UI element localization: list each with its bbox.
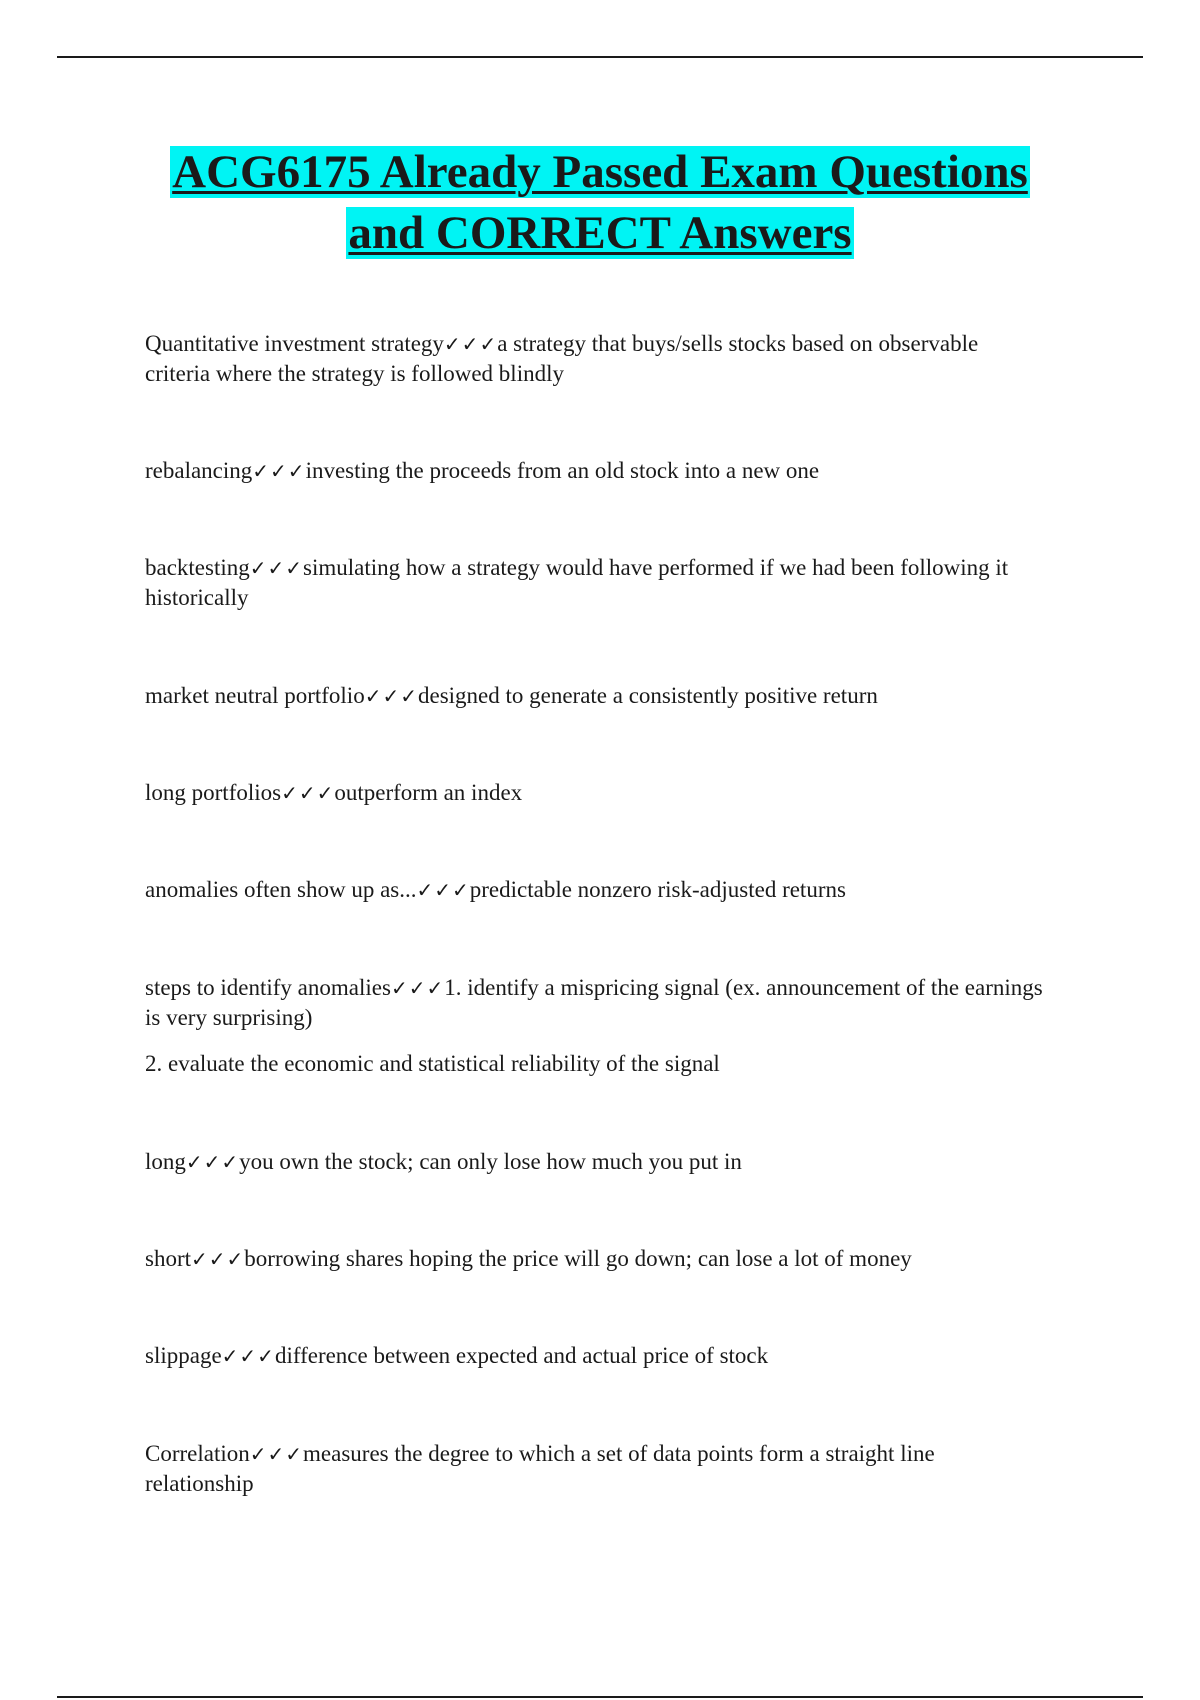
check-marks-icon: ✓✓✓ xyxy=(390,976,445,1000)
entry-rebalancing xyxy=(145,456,1045,486)
title-line-2: and CORRECT Answers xyxy=(348,207,852,259)
entry-term: slippage xyxy=(145,1343,222,1368)
entry-term: Correlation xyxy=(145,1441,250,1466)
entry-definition: difference between expected and actual price of stock xyxy=(274,1343,769,1368)
bottom-rule xyxy=(57,1696,1143,1698)
entry-short xyxy=(145,1244,1045,1274)
entry-term: long portfolios xyxy=(145,780,282,805)
check-marks-icon: ✓✓✓ xyxy=(364,684,418,708)
entry-correlation xyxy=(145,1439,1045,1499)
entry-term: steps to identify anomalies xyxy=(145,975,391,1000)
entry-slippage xyxy=(145,1341,1045,1371)
entry-definition: 1. identify a mispricing signal (ex. announcement of the earnings is very surprising) xyxy=(145,975,1043,1030)
entry-steps-to-identify-anomalies xyxy=(145,973,1045,1079)
check-marks-icon: ✓✓✓ xyxy=(443,332,498,356)
entry-definition: simulating how a strategy would have performed if we had been following it historically xyxy=(145,555,1009,610)
entry-definition: designed to generate a consistently positive return xyxy=(417,683,878,708)
check-marks-icon: ✓✓✓ xyxy=(191,1247,245,1271)
entry-long xyxy=(145,1147,1045,1177)
entry-term: backtesting xyxy=(145,555,250,580)
entry-term: long xyxy=(145,1149,186,1174)
entry-term: anomalies often show up as... xyxy=(145,877,417,902)
entry-market-neutral-portfolio xyxy=(145,681,1045,711)
check-marks-icon: ✓✓✓ xyxy=(252,459,306,483)
entry-long-portfolios xyxy=(145,778,1045,808)
check-marks-icon: ✓✓✓ xyxy=(185,1150,240,1174)
entry-term: market neutral portfolio xyxy=(145,683,365,708)
document-title xyxy=(130,142,1070,264)
check-marks-icon: ✓✓✓ xyxy=(281,781,335,805)
entry-definition-step-2: 2. evaluate the economic and statistical reliability of the signal xyxy=(145,1051,720,1076)
check-marks-icon: ✓✓✓ xyxy=(249,1442,304,1466)
check-marks-icon: ✓✓✓ xyxy=(249,556,304,580)
entry-definition: a strategy that buys/sells stocks based on observable criteria where the strategy is followed blindly xyxy=(145,331,979,386)
entry-definition: investing the proceeds from an old stock into a new one xyxy=(305,458,820,483)
entry-definition: you own the stock; can only lose how much you put in xyxy=(239,1149,742,1174)
entry-term: Quantitative investment strategy xyxy=(145,331,444,356)
entry-term: short xyxy=(145,1246,191,1271)
title-line-1: ACG6175 Already Passed Exam Questions xyxy=(172,146,1028,198)
top-rule xyxy=(57,56,1143,58)
check-marks-icon: ✓✓✓ xyxy=(221,1344,275,1368)
entry-definition: measures the degree to which a set of data points form a straight line relationship xyxy=(145,1441,935,1496)
entry-definition: predictable nonzero risk-adjusted returns xyxy=(469,877,846,902)
check-marks-icon: ✓✓✓ xyxy=(416,878,470,902)
entry-definition: outperform an index xyxy=(334,780,523,805)
entry-definition: borrowing shares hoping the price will go down; can lose a lot of money xyxy=(244,1246,912,1271)
entry-anomalies xyxy=(145,875,1045,905)
entry-term: rebalancing xyxy=(145,458,253,483)
entry-quantitative-investment-strategy xyxy=(145,329,1045,389)
entry-backtesting xyxy=(145,553,1045,613)
